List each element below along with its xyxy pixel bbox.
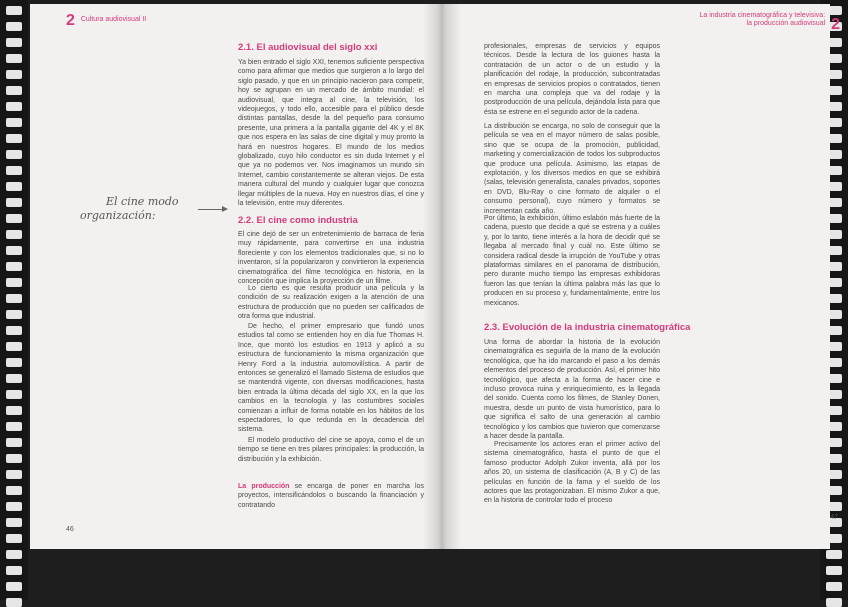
right-paragraph-distribution: La distribución se encarga, no solo de conseguir que la película se vea en el mayor número de salas posible, sino que se ocupa de la promoción, publicidad, marketing y comercialización de todos los subproductos que produce una película. Asimismo, las etapas de explotación, y los diversos medios en que se exhibirá (salas, televisión generalista, canales privados, soportes en DVD, Blu-Ray o cine formato de alquiler o el consumo personal), cuyo número y formatos se incrementan cada año. [484, 123, 660, 215]
book-spread [30, 4, 840, 549]
right-paragraph-1: profesionales, empresas de servicios y equipos técnicos. Desde la lectura de los guiones hasta la contratación de un actor o de un estudio y la planificación del rodaje, la producción, subcontratadas en empresas de servicios propios o contratados, tienen en marcha una compleja que va del rodaje y la postproducción de una película, dejándola lista para que ésta se estrene en el segundo actor de la cadena. [484, 43, 660, 116]
sprocket-hole [6, 550, 22, 559]
book-spine [423, 4, 461, 549]
sprocket-hole [6, 294, 22, 303]
production-term: La producción [238, 483, 290, 490]
sprocket-hole [6, 422, 22, 431]
sprocket-hole [6, 198, 22, 207]
section-heading-2-1: 2.1. El audiovisual del siglo xxi [238, 42, 378, 53]
sprocket-hole [6, 310, 22, 319]
sprocket-hole [6, 86, 22, 95]
handwritten-note-line-1: El cine modo [106, 195, 179, 208]
right-running-head-line-1: La industria cinematográfica y televisiva: [699, 12, 826, 19]
left-page [66, 4, 426, 544]
sprocket-hole [6, 22, 22, 31]
sprocket-hole [6, 102, 22, 111]
sprocket-hole [6, 374, 22, 383]
section-2-2-paragraph-4: El modelo productivo del cine se apoya, como el de un tiempo se tiene en tres pilares principales: la producción, la distribución y la exhibición. [238, 437, 424, 463]
right-section-2-3-paragraph-2: Precisamente los actores eran el primer activo del sistema cinematográfico, hasta el punto de que el famoso productor Adolph Zukor inventa, allá por los años 20, un sistema de clasificación (A, B y C) de las películas en función de la fama y el sueldo de los actores que las protagonizaban. El mismo Zukor a que, en la historia de controlar todo el proceso [484, 441, 660, 505]
left-chapter-number: 2 [66, 12, 75, 29]
sprocket-hole [6, 582, 22, 591]
sprocket-hole [6, 486, 22, 495]
left-running-head-text: Cultura audiovisual II [80, 16, 147, 23]
sprocket-hole [6, 534, 22, 543]
sprocket-hole [6, 214, 22, 223]
section-2-1-paragraph: Ya bien entrado el siglo XXI, tenemos suficiente perspectiva como para afirmar que medios que surgieron a lo largo del siglo pasado, y que en un principio nacieron para competir, hoy se agrupan en un mercado de ámbito mundial: el audiovisual, que integra al cine, la televisión, los videojuegos, y todo ello, accesible para el público desde distintas pantallas, desde la del pequeño para consumo presente, una primera a la pantalla gigante del 4K y el 8K que nos espera en las salas de cine digital y muy pronto la hará en nuestros hogares. El mundo de los medios globalizado, cuyo hilo conductor es sin duda Internet y el que ya no podemos ver. Nos imaginamos un mundo sin Internet, cambio constantemente se alteran viejos. De esta manera cultural del mundo y cualquier lugar que conozca llegar múltiples de la nueva. Hoy en nuestros días, el cine y la televisión, entre muy diferentes. [238, 59, 424, 208]
right-running-head [699, 12, 840, 34]
sprocket-hole [826, 598, 842, 607]
production-paragraph [238, 482, 424, 510]
right-chapter-number: 2 [831, 16, 840, 33]
sprocket-hole [6, 342, 22, 351]
right-section-2-3-paragraph-1: Una forma de abordar la historia de la evolución cinematográfica es seguirla de la mano de la evolución tecnológica, que ha ido marcando el paso a los demás elementos del proceso de producción. Así, el primer hito tecnológico, que afecta a la forma de hacer cine e incluso provoca ruina y enriquecimiento, es la llegada del sonido. Cuenta como los filmes, de Stanley Donen, muestra, desde un punto de vista humorístico, para lo que significa el salto de una generación al cambio tecnológico y los cambios que tuvieron que comenzarse a hacer desde la pantalla. [484, 339, 660, 441]
sprocket-hole [6, 70, 22, 79]
left-page-number: 46 [66, 526, 74, 533]
sprocket-hole [6, 38, 22, 47]
sprocket-hole [6, 598, 22, 607]
right-paragraph-exhibition: Por último, la exhibición, último eslabón más fuerte de la cadena, puesto que decide a qué se estrena y a cuáles y, por lo tanto, tiene interés a la hora de decidir qué se llegaba al mercado final y cuál no. Este último se considera radical desde la irrupción de YouTube y otras plataformas similares en el panorama de distribución, pero durante mucho tiempo las empresas exhibidoras fueron las que tenían la última palabra más las que lo producen en su proceso y, fundamentalmente, entre los mexicanos. [484, 215, 660, 307]
production-text: se encarga de poner en marcha los proyectos, intensificándolos o buscando la financiación y contratando [238, 483, 424, 509]
section-heading-2-2: 2.2. El cine como industria [238, 215, 358, 226]
section-2-2-paragraph-3: De hecho, el primer empresario que fundó unos estudios tal como se entienden hoy en día fue Thomas H. Ince, que montó los estudios en 1913 y aplicó a su estructura de funcionamiento la misma organización que Henry Ford a la industria automovilística. A partir de entonces se generalizó el llamado Sistema de estudios que se mantendrá vigente, con diversas modificaciones, hasta bien entrada la última década del siglo XX, en la que los cambios en la tecnología y las costumbres sociales comienzan a influir de forma notable en los hábitos de los espectadores, lo que redunda en la decadencia del sistema. [238, 323, 424, 434]
right-page [460, 4, 840, 544]
right-running-head-line-2: la producción audiovisual [746, 20, 826, 27]
sprocket-hole [6, 246, 22, 255]
sprocket-hole [6, 326, 22, 335]
sprocket-hole [6, 54, 22, 63]
left-running-head [66, 12, 146, 30]
sprocket-hole [6, 390, 22, 399]
sprocket-hole [6, 182, 22, 191]
section-2-2-paragraph-1: El cine dejó de ser un entretenimiento de barraca de feria muy rápidamente, para convertirse en una industria floreciente y con los elementos tradicionales que, si no lo inventaron, sí la popularizaron y convirtieron la experiencia cinematográfica del filme tecnológica en historia, en la concepción que implica la proyección de un filme. [238, 231, 424, 286]
sprocket-hole [6, 166, 22, 175]
section-heading-2-3: 2.3. Evolución de la industria cinematográfica [484, 322, 691, 333]
sprocket-hole [826, 550, 842, 559]
section-2-2-paragraph-2: Lo cierto es que resulta producir una película y la condición de su realización exigen a la atención de una estructura de producción que no pueden ser calificados de otra forma que industrial. [238, 285, 424, 321]
sprocket-hole [6, 118, 22, 127]
sprocket-hole [6, 134, 22, 143]
sprocket-hole [826, 582, 842, 591]
sprocket-hole [6, 278, 22, 287]
sprocket-hole [6, 454, 22, 463]
sprocket-hole [6, 566, 22, 575]
sprocket-hole [6, 6, 22, 15]
right-page-number: 47 [830, 514, 838, 521]
handwritten-arrow [198, 209, 226, 210]
sprocket-hole [6, 358, 22, 367]
left-film-strip [0, 0, 28, 600]
sprocket-hole [6, 502, 22, 511]
sprocket-hole [6, 438, 22, 447]
sprocket-hole [6, 230, 22, 239]
sprocket-hole [826, 566, 842, 575]
sprocket-hole [6, 262, 22, 271]
sprocket-hole [6, 518, 22, 527]
handwritten-note-line-2: organización: [80, 209, 156, 222]
sprocket-hole [6, 406, 22, 415]
sprocket-hole [6, 470, 22, 479]
sprocket-hole [6, 150, 22, 159]
